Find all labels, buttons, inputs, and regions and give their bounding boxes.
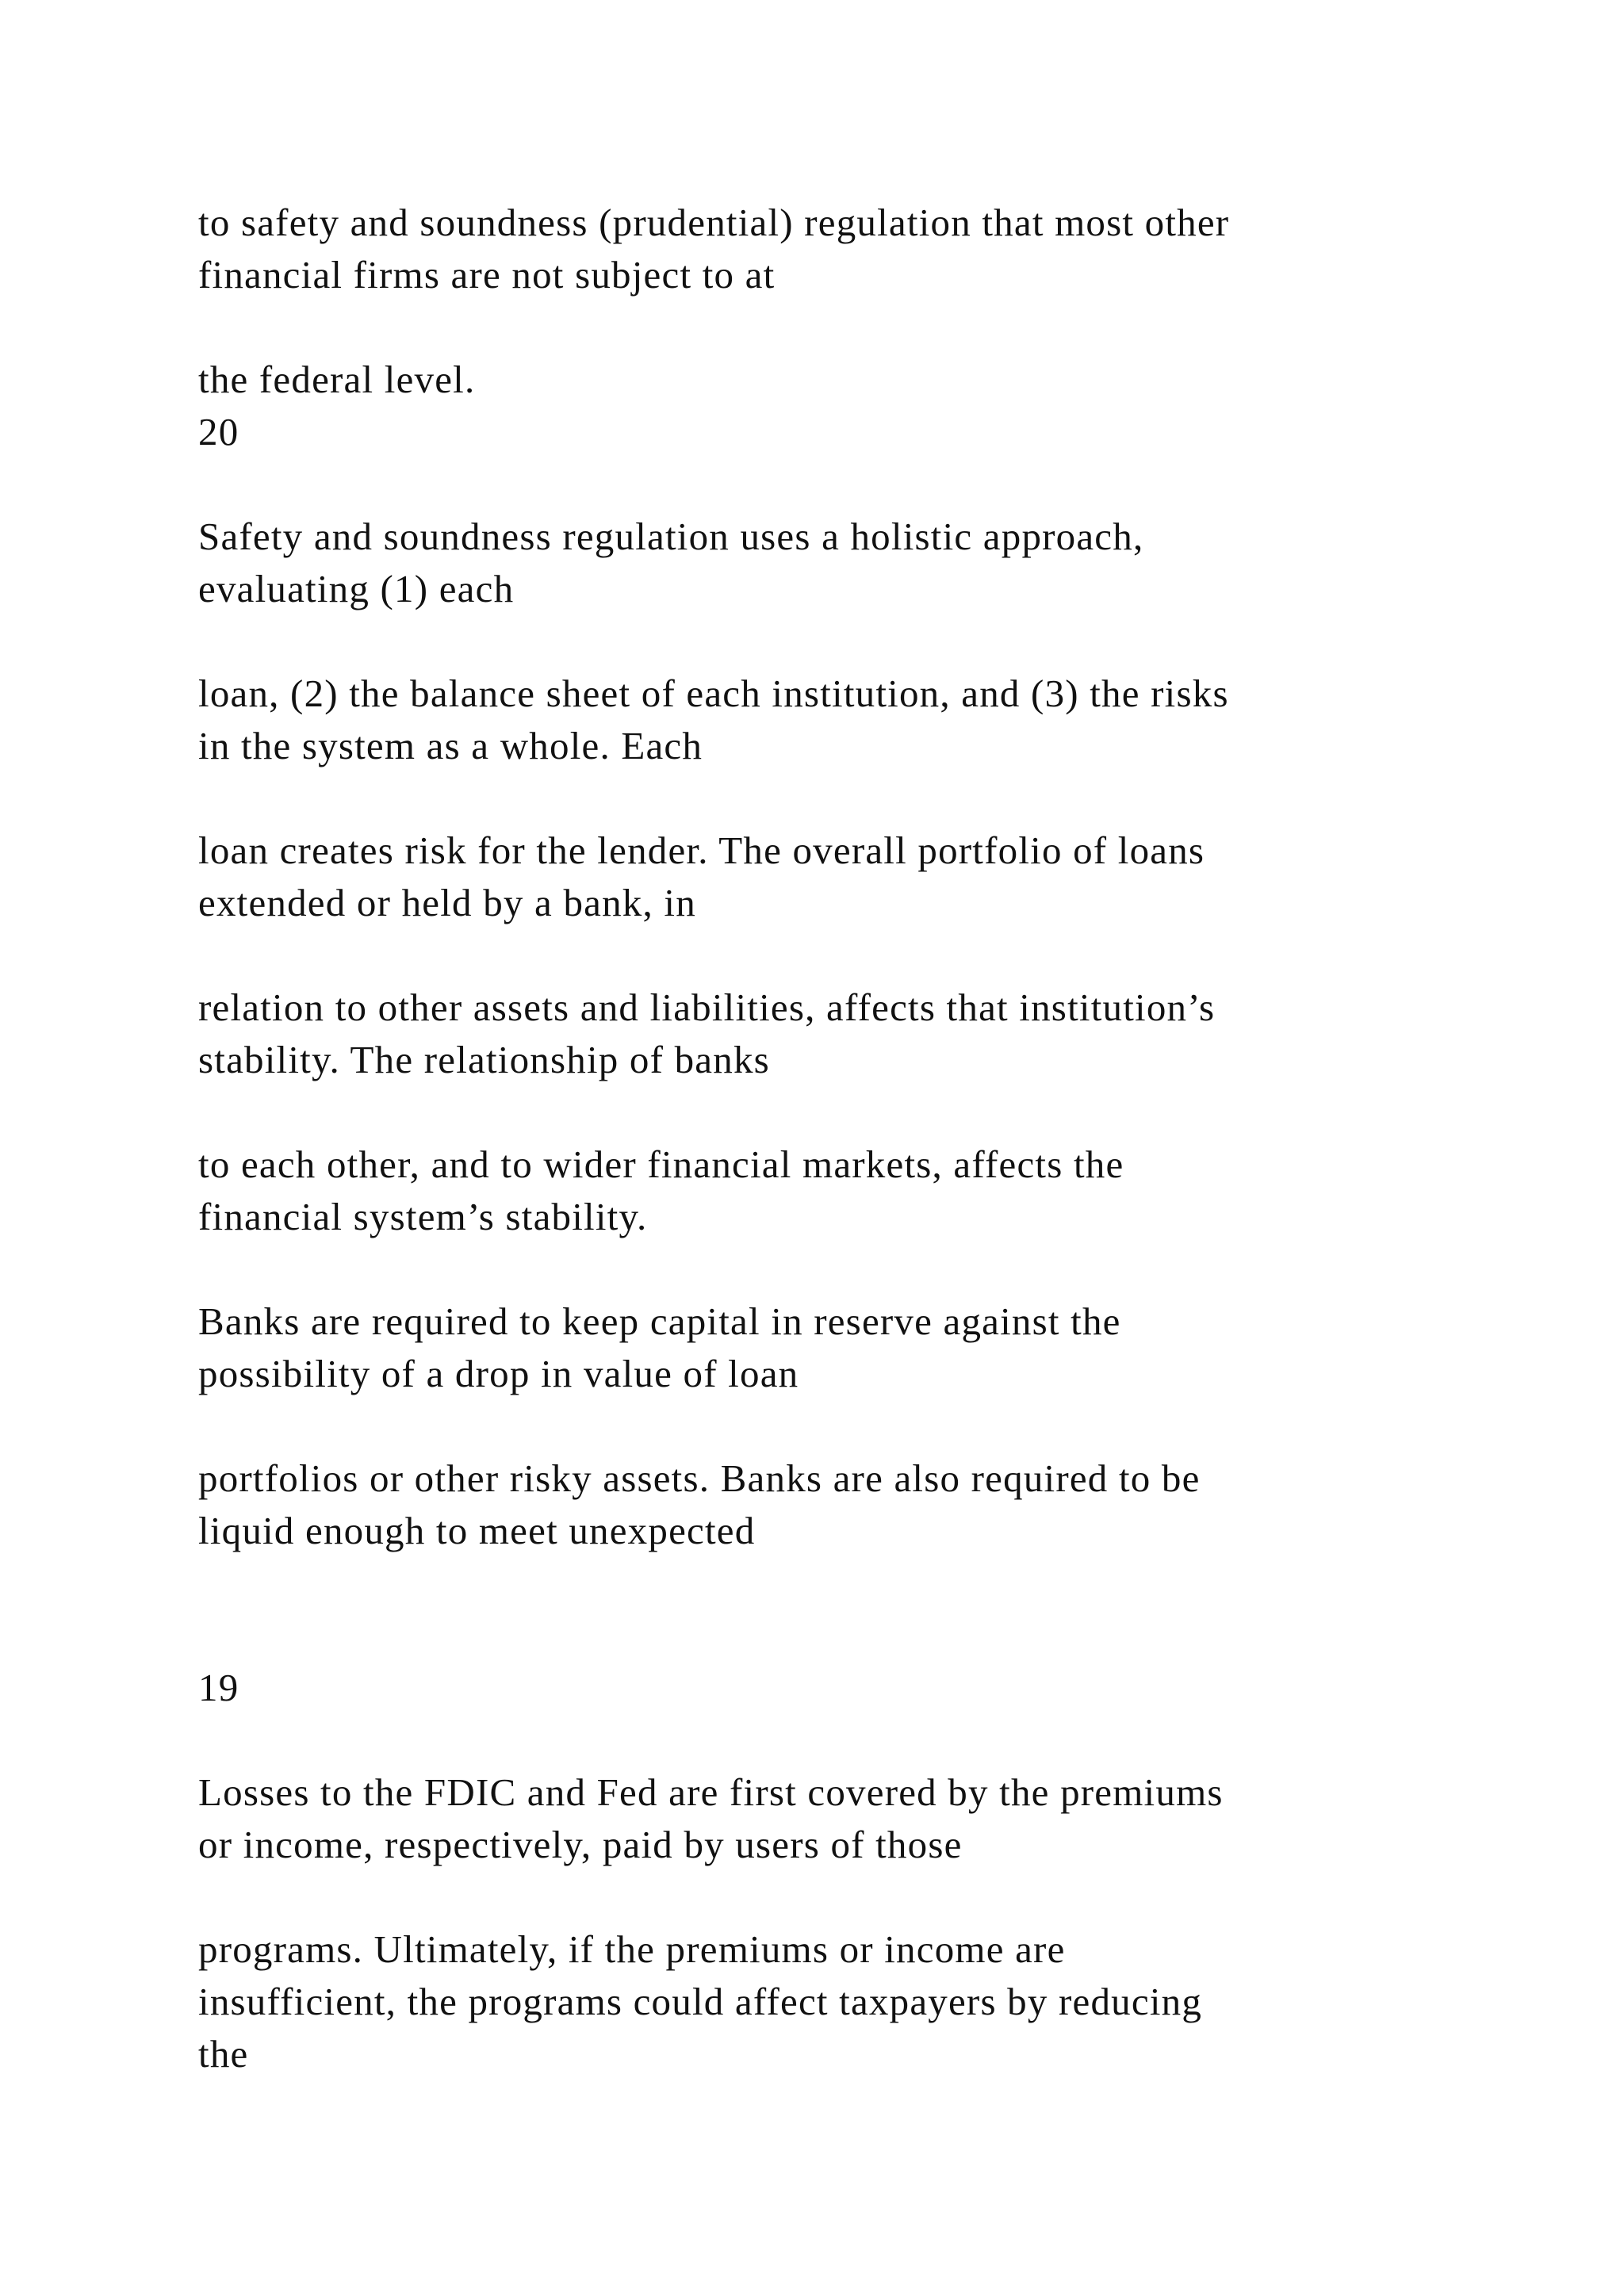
paragraph-fdic-fed-losses: Losses to the FDIC and Fed are first covered by the premiums or income, respectively, paid by users of those — [198, 1770, 1224, 1866]
paragraph-capital-reserve: Banks are required to keep capital in reserve against the possibility of a drop in value of loan — [198, 1299, 1121, 1395]
paragraph-holistic-approach: Safety and soundness regulation uses a holistic approach, evaluating (1) each — [198, 515, 1144, 610]
paragraph-taxpayers: programs. Ultimately, if the premiums or income are insufficient, the programs could affect taxpayers by reducing the — [198, 1927, 1203, 2076]
paragraph-loan-risk: loan creates risk for the lender. The overall portfolio of loans extended or held by a bank, in — [198, 828, 1205, 924]
paragraph-loan-balance-sheet: loan, (2) the balance sheet of each institution, and (3) the risks in the system as a whole. Each — [198, 672, 1229, 767]
paragraph-prudential-regulation: to safety and soundness (prudential) regulation that most other financial firms are not subject to at — [198, 201, 1230, 297]
footnote-number-19: 19 — [198, 1666, 239, 1709]
paragraph-federal-level-footnote-20: the federal level. 20 — [198, 358, 476, 453]
paragraph-system-stability: to each other, and to wider financial markets, affects the financial system’s stability. — [198, 1142, 1124, 1238]
paragraph-liquidity: portfolios or other risky assets. Banks are also required to be liquid enough to meet unexpected — [198, 1456, 1201, 1552]
paragraph-institution-stability: relation to other assets and liabilities, affects that institution’s stability. The relationship of banks — [198, 985, 1216, 1081]
